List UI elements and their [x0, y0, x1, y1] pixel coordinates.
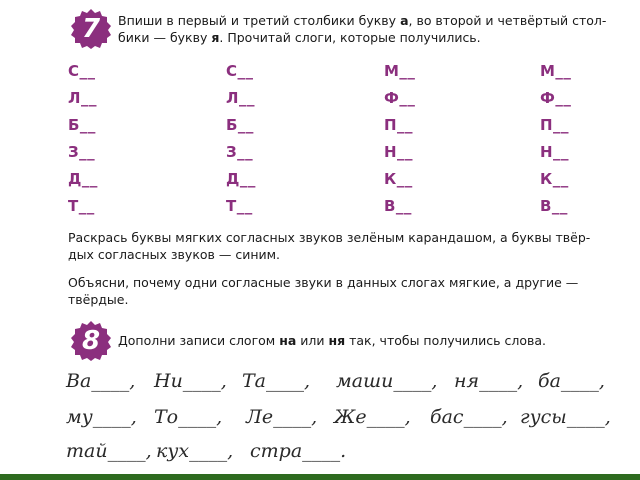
color-instructions-line1: Раскрась буквы мягких согласных звуков зелёным карандашом, а буквы твёр- — [68, 230, 591, 245]
cursive-word[interactable]: гусы____, — [520, 406, 611, 428]
cursive-row-2 — [66, 406, 626, 436]
syllable-cell[interactable]: Д__ — [226, 170, 256, 188]
cursive-word[interactable]: ня____, — [454, 370, 524, 392]
syllable-cell[interactable]: Ф__ — [384, 89, 416, 107]
cursive-row-3 — [66, 440, 626, 470]
task-7-instructions — [118, 12, 618, 46]
task-8-text-a: Дополни записи слогом — [118, 333, 280, 348]
syllable-cell[interactable]: П__ — [540, 116, 570, 134]
syllable-cell[interactable]: М__ — [384, 62, 416, 80]
task-8-number: 8 — [81, 326, 101, 356]
cursive-word[interactable]: Ва____, — [66, 370, 136, 392]
task-8-text-b: на — [279, 333, 297, 348]
task-7-badge — [70, 8, 112, 50]
syllable-column-4 — [540, 58, 640, 220]
cursive-word[interactable]: Ни____, — [154, 370, 227, 392]
color-instructions — [68, 229, 613, 263]
task-7-line2-a: бики — букву — [118, 30, 212, 45]
explain-instructions-line2: твёрдые. — [68, 292, 129, 307]
syllable-cell[interactable]: Л__ — [68, 89, 97, 107]
syllable-cell[interactable]: К__ — [384, 170, 413, 188]
cursive-word[interactable]: тай____, — [66, 440, 152, 462]
cursive-word[interactable]: То____, — [154, 406, 223, 428]
syllable-cell[interactable]: Н__ — [540, 143, 570, 161]
syllable-cell[interactable]: Б__ — [68, 116, 96, 134]
syllable-column-1 — [68, 58, 168, 220]
syllable-cell[interactable]: Л__ — [226, 89, 255, 107]
task-7-line2-c: . Прочитай слоги, которые получились. — [219, 30, 481, 45]
task-8-text-d: ня — [328, 333, 346, 348]
syllable-cell[interactable]: Н__ — [384, 143, 414, 161]
task-7-line1-c: , во второй и четвёртый стол- — [408, 13, 607, 28]
task-7-line1-a: Впиши в первый и третий столбики букву — [118, 13, 401, 28]
syllable-cell[interactable]: Ф__ — [540, 89, 572, 107]
explain-instructions — [68, 274, 613, 308]
syllable-cell[interactable]: Б__ — [226, 116, 254, 134]
task-8-badge — [70, 320, 112, 362]
cursive-word[interactable]: Та____, — [242, 370, 311, 392]
task-7-line2-b: я — [211, 30, 220, 45]
cursive-word[interactable]: Ле____, — [246, 406, 318, 428]
cursive-word[interactable]: бас____, — [430, 406, 508, 428]
color-instructions-line2: дых согласных звуков — синим. — [68, 247, 281, 262]
task-8-text-c: или — [296, 333, 329, 348]
syllable-cell[interactable]: К__ — [540, 170, 569, 188]
task-7-number: 7 — [81, 14, 101, 44]
cursive-row-1 — [66, 370, 626, 400]
cursive-word[interactable]: ба____, — [538, 370, 605, 392]
syllable-cell[interactable]: З__ — [226, 143, 254, 161]
task-7-line1-b: а — [400, 13, 409, 28]
cursive-word[interactable]: кух____, — [156, 440, 234, 462]
syllable-column-2 — [226, 58, 326, 220]
syllable-cell[interactable]: Т__ — [68, 197, 95, 215]
syllable-cell[interactable]: В__ — [384, 197, 412, 215]
task-8-instructions — [118, 332, 618, 349]
syllable-cell[interactable]: З__ — [68, 143, 96, 161]
syllable-cell[interactable]: Т__ — [226, 197, 253, 215]
syllable-cell[interactable]: П__ — [384, 116, 414, 134]
syllable-column-3 — [384, 58, 484, 220]
syllable-cell[interactable]: М__ — [540, 62, 572, 80]
syllable-cell[interactable]: В__ — [540, 197, 568, 215]
cursive-word[interactable]: му____, — [66, 406, 137, 428]
syllable-grid — [68, 58, 628, 220]
cursive-word[interactable]: стра____. — [250, 440, 347, 462]
explain-instructions-line1: Объясни, почему одни согласные звуки в данных слогах мягкие, а другие — — [68, 275, 579, 290]
task-8-text-e: так, чтобы получились слова. — [345, 333, 546, 348]
syllable-cell[interactable]: С__ — [226, 62, 254, 80]
cursive-word[interactable]: Же____, — [334, 406, 411, 428]
syllable-cell[interactable]: С__ — [68, 62, 96, 80]
syllable-cell[interactable]: Д__ — [68, 170, 98, 188]
cursive-word[interactable]: маши____, — [336, 370, 438, 392]
bottom-bar — [0, 474, 640, 480]
